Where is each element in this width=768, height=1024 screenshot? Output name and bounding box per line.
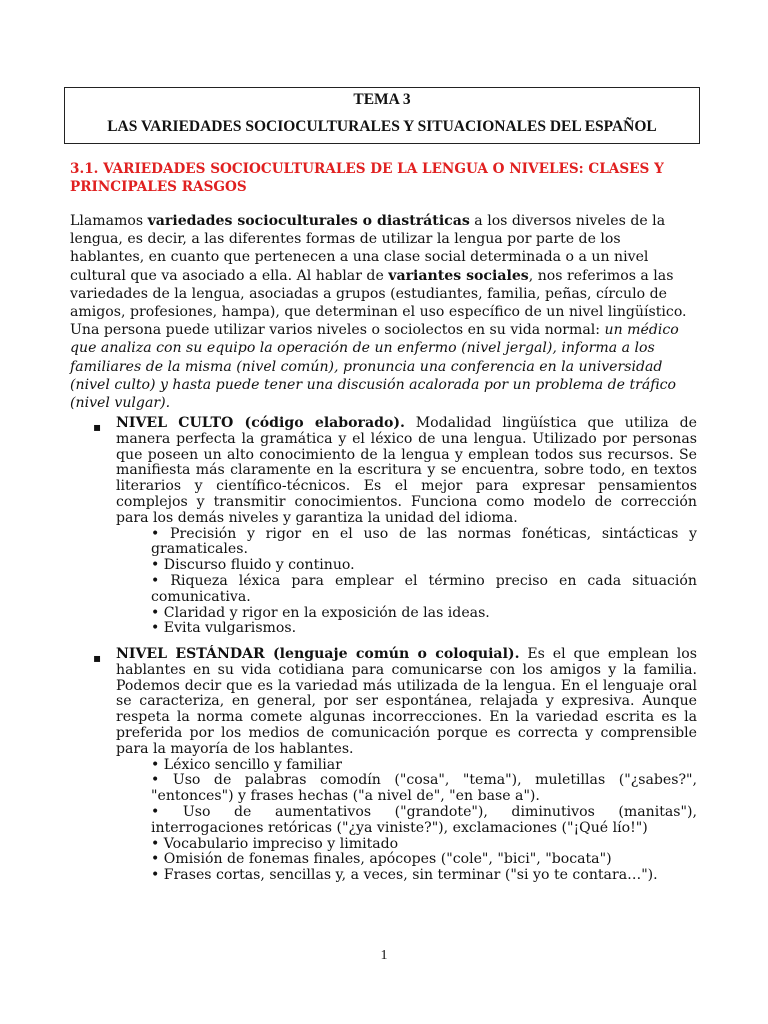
- feature-item: • Léxico sencillo y familiar: [151, 756, 342, 773]
- square-bullet-icon: ▪: [93, 420, 102, 434]
- feature-item: • Frases cortas, sencillas y, a veces, sin terminar ("si yo te contara…").: [151, 867, 658, 884]
- intro-text-3: , nos referimos a las variedades de la lengua, asociadas a grupos (estudiantes, familia, peñas, círculo de amigos, profesiones, hampa), que determinan el uso específico de un nivel lingüístico. Una persona puede utilizar varios niveles o sociolectos en su vida normal:: [70, 267, 687, 339]
- feature-item: • Uso de aumentativos ("grandote"), diminutivos (manitas"), interrogaciones retóricas ("¿ya viniste?"), exclamaciones ("¡Qué lío!"): [151, 803, 697, 836]
- feature-item: • Discurso fluido y continuo.: [151, 557, 355, 574]
- feature-item: • Riqueza léxica para emplear el término preciso en cada situación comunicativa.: [151, 572, 697, 605]
- intro-term-diastraticas: variedades socioculturales o diastráticas: [147, 213, 470, 229]
- intro-term-variantes-sociales: variantes sociales: [388, 267, 529, 284]
- feature-item: • Evita vulgarismos.: [151, 620, 297, 637]
- level-estandar: [116, 647, 697, 884]
- level-culto-title: NIVEL CULTO (código elaborado).: [116, 415, 405, 431]
- intro-text-1: Llamamos: [70, 213, 148, 229]
- page-number: 1: [380, 948, 388, 963]
- level-culto-description: Modalidad lingüística que utiliza de manera perfecta la gramática y el léxico de una lengua. Utilizado por personas que poseen un alto conocimiento de la lengua y emplean todos sus recursos. Se manifiesta más claramente en la escritura y se encuentra, sobre todo, en textos literarios y científico-técnicos. Es el mejor para expresar pensamientos complejos y transmitir conocimientos. Funciona como modelo de corrección para los demás niveles y garantiza la unidad del idioma.: [116, 415, 697, 526]
- level-culto-paragraph: [116, 416, 697, 527]
- level-estandar-features: [116, 758, 697, 884]
- topic-title: LAS VARIEDADES SOCIOCULTURALES Y SITUACIONALES DEL ESPAÑOL: [107, 118, 657, 135]
- title-box: [64, 87, 700, 144]
- feature-item: • Claridad y rigor en la exposición de las ideas.: [151, 604, 490, 621]
- section-heading: 3.1. VARIEDADES SOCIOCULTURALES DE LA LENGUA O NIVELES: CLASES Y PRINCIPALES RASGOS: [70, 161, 664, 195]
- level-estandar-description: Es el que emplean los hablantes en su vida cotidiana para comunicarse con los amigos y la familia. Podemos decir que es la variedad más utilizada de la lengua. En el lenguaje oral se caracteriza, en general, por ser espontánea, relajada y expresiva. Aunque respeta la norma comete algunas incorrecciones. En la variedad escrita es la preferida por los medios de comunicación porque es correcta y comprensible para la mayoría de los hablantes.: [116, 646, 697, 757]
- square-bullet-icon: ▪: [93, 651, 102, 665]
- feature-item: • Vocabulario impreciso y limitado: [151, 835, 399, 852]
- level-culto-features: [116, 527, 697, 638]
- topic-number: TEMA 3: [353, 91, 411, 108]
- level-culto: [116, 416, 697, 637]
- intro-text-2: a los diversos niveles de la lengua, es decir, a las diferentes formas de utilizar la lengua por parte de los hablantes, en cuanto que pertenecen a una clase social determinada o a un nivel cultural que va asociado a ella. Al hablar de: [70, 213, 666, 284]
- feature-item: • Uso de palabras comodín ("cosa", "tema"), muletillas ("¿sabes?", "entonces") y frases hechas ("a nivel de", "en base a").: [151, 772, 697, 805]
- intro-example: un médico que analiza con su equipo la operación de un enfermo (nivel jergal), informa a los familiares de la misma (nivel común), pronuncia una conferencia en la universidad (nivel culto) y hasta puede tener una discusión acalorada por un problema de tráfico (nivel vulgar).: [70, 322, 679, 412]
- intro-paragraph: [70, 212, 695, 412]
- level-estandar-paragraph: [116, 647, 697, 758]
- level-estandar-title: NIVEL ESTÁNDAR (lenguaje común o coloquial).: [116, 646, 520, 662]
- feature-item: • Omisión de fonemas finales, apócopes ("cole", "bici", "bocata"): [151, 851, 612, 868]
- feature-item: • Precisión y rigor en el uso de las normas fonéticas, sintácticas y gramaticales.: [151, 525, 697, 558]
